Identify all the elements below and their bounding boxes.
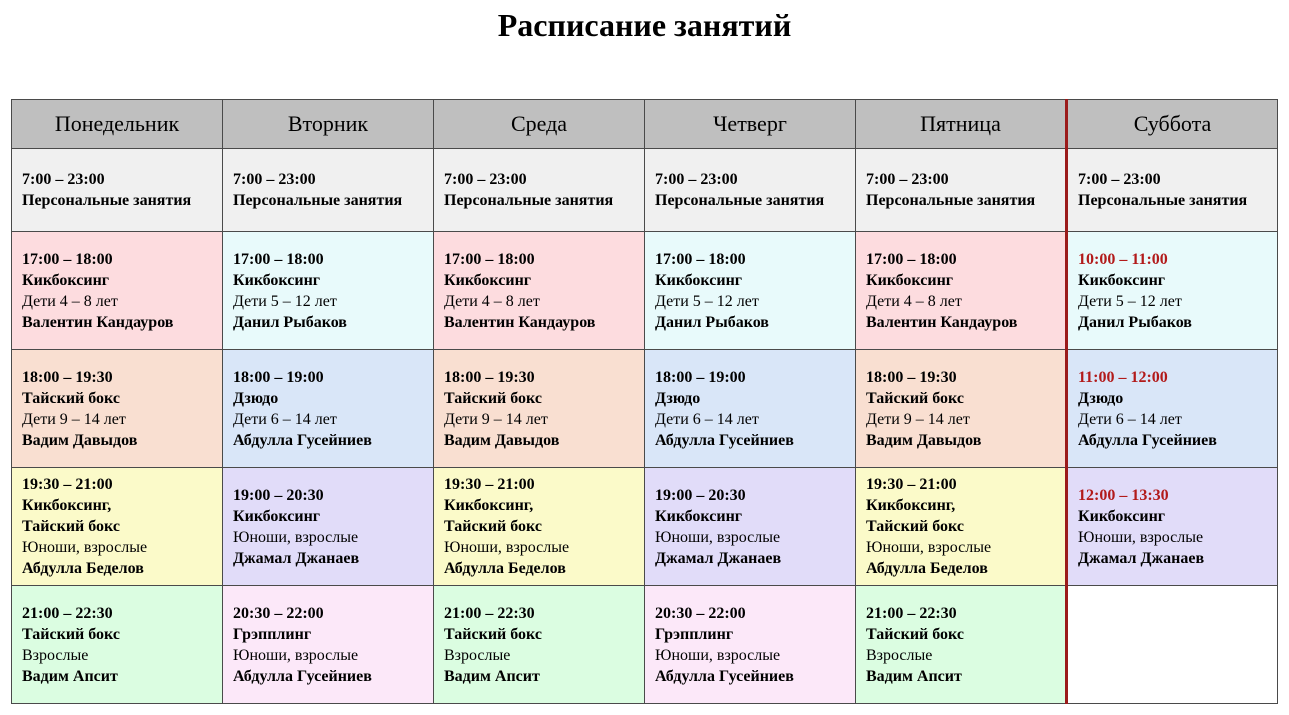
class-name: Кикбоксинг xyxy=(655,507,743,525)
day-header-friday: Пятница xyxy=(856,100,1067,149)
class-name: Кикбоксинг, xyxy=(22,497,112,514)
class-group: Дети 4 – 8 лет xyxy=(444,292,540,310)
empty-cell-saturday xyxy=(1067,586,1278,704)
day-header-saturday: Суббота xyxy=(1067,100,1278,149)
class-time: 12:00 – 13:30 xyxy=(1078,486,1169,504)
class-cell-tuesday xyxy=(223,149,434,232)
class-time: 20:30 – 22:00 xyxy=(233,604,324,622)
class-name: Кикбоксинг, xyxy=(866,497,956,514)
class-group: Взрослые xyxy=(22,646,89,664)
class-group: Юноши, взрослые xyxy=(655,528,781,546)
class-time: 7:00 – 23:00 xyxy=(655,171,738,188)
class-coach: Вадим Давыдов xyxy=(22,431,138,449)
schedule-row xyxy=(12,468,1278,586)
class-time: 17:00 – 18:00 xyxy=(233,250,324,268)
class-group: Дети 9 – 14 лет xyxy=(22,410,126,428)
class-time: 7:00 – 23:00 xyxy=(1078,171,1161,188)
class-coach: Вадим Апсит xyxy=(866,667,962,685)
page-title: Расписание занятий xyxy=(497,7,792,43)
schedule-body xyxy=(12,149,1278,704)
class-coach: Вадим Давыдов xyxy=(444,431,560,449)
class-coach: Валентин Кандауров xyxy=(444,313,596,331)
class-cell-wednesday xyxy=(434,468,645,586)
class-coach: Джамал Джанаев xyxy=(655,549,782,567)
class-time: 7:00 – 23:00 xyxy=(233,171,316,188)
class-name: Персональные занятия xyxy=(866,192,1036,209)
class-name: Кикбоксинг xyxy=(22,271,110,289)
class-time: 18:00 – 19:30 xyxy=(444,368,535,386)
class-cell-tuesday xyxy=(223,350,434,468)
class-name: Тайский бокс xyxy=(22,518,120,535)
class-cell-friday xyxy=(856,149,1067,232)
class-cell-tuesday xyxy=(223,468,434,586)
class-time: 21:00 – 22:30 xyxy=(22,604,113,622)
class-coach: Абдулла Гусейниев xyxy=(655,667,794,685)
class-name: Кикбоксинг xyxy=(233,271,321,289)
class-group: Дети 9 – 14 лет xyxy=(866,410,970,428)
class-name: Кикбоксинг xyxy=(1078,271,1166,289)
class-cell-monday xyxy=(12,232,223,350)
class-name: Тайский бокс xyxy=(444,518,542,535)
class-time: 19:00 – 20:30 xyxy=(233,486,324,504)
class-cell-saturday xyxy=(1067,149,1278,232)
class-name: Дзюдо xyxy=(655,389,701,407)
class-cell-monday xyxy=(12,468,223,586)
class-cell-thursday xyxy=(645,232,856,350)
class-group: Взрослые xyxy=(444,646,511,664)
class-cell-tuesday xyxy=(223,232,434,350)
class-cell-thursday xyxy=(645,149,856,232)
class-coach: Джамал Джанаев xyxy=(1078,549,1205,567)
class-name: Грэпплинг xyxy=(233,625,312,643)
class-coach: Валентин Кандауров xyxy=(866,313,1018,331)
class-name: Кикбоксинг, xyxy=(444,497,534,514)
class-cell-friday xyxy=(856,232,1067,350)
class-name: Тайский бокс xyxy=(866,625,964,643)
class-cell-wednesday xyxy=(434,586,645,704)
class-name: Персональные занятия xyxy=(1078,192,1248,209)
class-coach: Абдулла Беделов xyxy=(866,560,988,577)
class-coach: Вадим Апсит xyxy=(22,667,118,685)
class-time: 7:00 – 23:00 xyxy=(866,171,949,188)
class-name: Кикбоксинг xyxy=(1078,507,1166,525)
class-coach: Абдулла Гусейниев xyxy=(655,431,794,449)
class-group: Юноши, взрослые xyxy=(444,539,570,556)
class-group: Юноши, взрослые xyxy=(866,539,992,556)
class-name: Персональные занятия xyxy=(22,192,192,209)
class-coach: Данил Рыбаков xyxy=(1078,313,1192,331)
class-group: Дети 9 – 14 лет xyxy=(444,410,548,428)
day-header-wednesday: Среда xyxy=(434,100,645,149)
schedule-row xyxy=(12,149,1278,232)
class-time: 7:00 – 23:00 xyxy=(444,171,527,188)
class-name: Кикбоксинг xyxy=(866,271,954,289)
class-time: 10:00 – 11:00 xyxy=(1078,250,1168,268)
class-coach: Данил Рыбаков xyxy=(233,313,347,331)
class-cell-monday xyxy=(12,586,223,704)
class-name: Тайский бокс xyxy=(22,389,120,407)
class-name: Тайский бокс xyxy=(22,625,120,643)
class-coach: Абдулла Беделов xyxy=(22,560,144,577)
class-time: 19:00 – 20:30 xyxy=(655,486,746,504)
class-coach: Абдулла Гусейниев xyxy=(233,431,372,449)
day-header-row xyxy=(12,100,1278,149)
class-cell-saturday xyxy=(1067,350,1278,468)
class-time: 18:00 – 19:00 xyxy=(233,368,324,386)
day-header-thursday: Четверг xyxy=(645,100,856,149)
day-header-monday: Понедельник xyxy=(12,100,223,149)
class-name: Кикбоксинг xyxy=(444,271,532,289)
class-name: Персональные занятия xyxy=(655,192,825,209)
class-cell-thursday xyxy=(645,586,856,704)
class-coach: Вадим Давыдов xyxy=(866,431,982,449)
class-group: Взрослые xyxy=(866,646,933,664)
class-group: Дети 6 – 14 лет xyxy=(655,410,759,428)
class-cell-wednesday xyxy=(434,149,645,232)
class-name: Тайский бокс xyxy=(866,518,964,535)
class-coach: Данил Рыбаков xyxy=(655,313,769,331)
class-time: 21:00 – 22:30 xyxy=(866,604,957,622)
class-group: Дети 5 – 12 лет xyxy=(1078,292,1182,310)
class-cell-monday xyxy=(12,350,223,468)
class-name: Дзюдо xyxy=(233,389,279,407)
class-group: Юноши, взрослые xyxy=(233,646,359,664)
class-cell-friday xyxy=(856,586,1067,704)
class-coach: Абдулла Гусейниев xyxy=(1078,431,1217,449)
class-name: Тайский бокс xyxy=(866,389,964,407)
class-cell-friday xyxy=(856,350,1067,468)
class-name: Персональные занятия xyxy=(444,192,614,209)
schedule-row xyxy=(12,586,1278,704)
class-time: 20:30 – 22:00 xyxy=(655,604,746,622)
class-group: Дети 5 – 12 лет xyxy=(233,292,337,310)
class-group: Дети 5 – 12 лет xyxy=(655,292,759,310)
class-group: Дети 4 – 8 лет xyxy=(866,292,962,310)
class-coach: Вадим Апсит xyxy=(444,667,540,685)
class-time: 19:30 – 21:00 xyxy=(866,476,957,493)
class-group: Дети 6 – 14 лет xyxy=(233,410,337,428)
schedule-table xyxy=(11,99,1278,704)
class-name: Персональные занятия xyxy=(233,192,403,209)
class-coach: Валентин Кандауров xyxy=(22,313,174,331)
class-coach: Абдулла Гусейниев xyxy=(233,667,372,685)
class-cell-thursday xyxy=(645,468,856,586)
class-name: Дзюдо xyxy=(1078,389,1124,407)
class-name: Грэпплинг xyxy=(655,625,734,643)
class-group: Дети 4 – 8 лет xyxy=(22,292,118,310)
class-group: Юноши, взрослые xyxy=(1078,528,1204,546)
class-coach: Абдулла Беделов xyxy=(444,560,566,577)
class-cell-tuesday xyxy=(223,586,434,704)
class-name: Кикбоксинг xyxy=(655,271,743,289)
class-cell-thursday xyxy=(645,350,856,468)
class-cell-wednesday xyxy=(434,350,645,468)
class-time: 19:30 – 21:00 xyxy=(444,476,535,493)
class-time: 17:00 – 18:00 xyxy=(444,250,535,268)
class-name: Тайский бокс xyxy=(444,389,542,407)
class-time: 18:00 – 19:30 xyxy=(866,368,957,386)
class-time: 21:00 – 22:30 xyxy=(444,604,535,622)
class-time: 17:00 – 18:00 xyxy=(22,250,113,268)
class-cell-saturday xyxy=(1067,468,1278,586)
class-time: 19:30 – 21:00 xyxy=(22,476,113,493)
schedule-row xyxy=(12,232,1278,350)
class-name: Кикбоксинг xyxy=(233,507,321,525)
class-time: 11:00 – 12:00 xyxy=(1078,368,1168,386)
class-name: Тайский бокс xyxy=(444,625,542,643)
class-time: 17:00 – 18:00 xyxy=(866,250,957,268)
class-group: Юноши, взрослые xyxy=(655,646,781,664)
class-cell-wednesday xyxy=(434,232,645,350)
class-time: 18:00 – 19:00 xyxy=(655,368,746,386)
class-cell-monday xyxy=(12,149,223,232)
schedule-row xyxy=(12,350,1278,468)
class-group: Дети 6 – 14 лет xyxy=(1078,410,1182,428)
class-cell-friday xyxy=(856,468,1067,586)
class-time: 18:00 – 19:30 xyxy=(22,368,113,386)
class-coach: Джамал Джанаев xyxy=(233,549,360,567)
class-group: Юноши, взрослые xyxy=(233,528,359,546)
class-time: 7:00 – 23:00 xyxy=(22,171,105,188)
class-time: 17:00 – 18:00 xyxy=(655,250,746,268)
class-group: Юноши, взрослые xyxy=(22,539,148,556)
day-header-tuesday: Вторник xyxy=(223,100,434,149)
class-cell-saturday xyxy=(1067,232,1278,350)
